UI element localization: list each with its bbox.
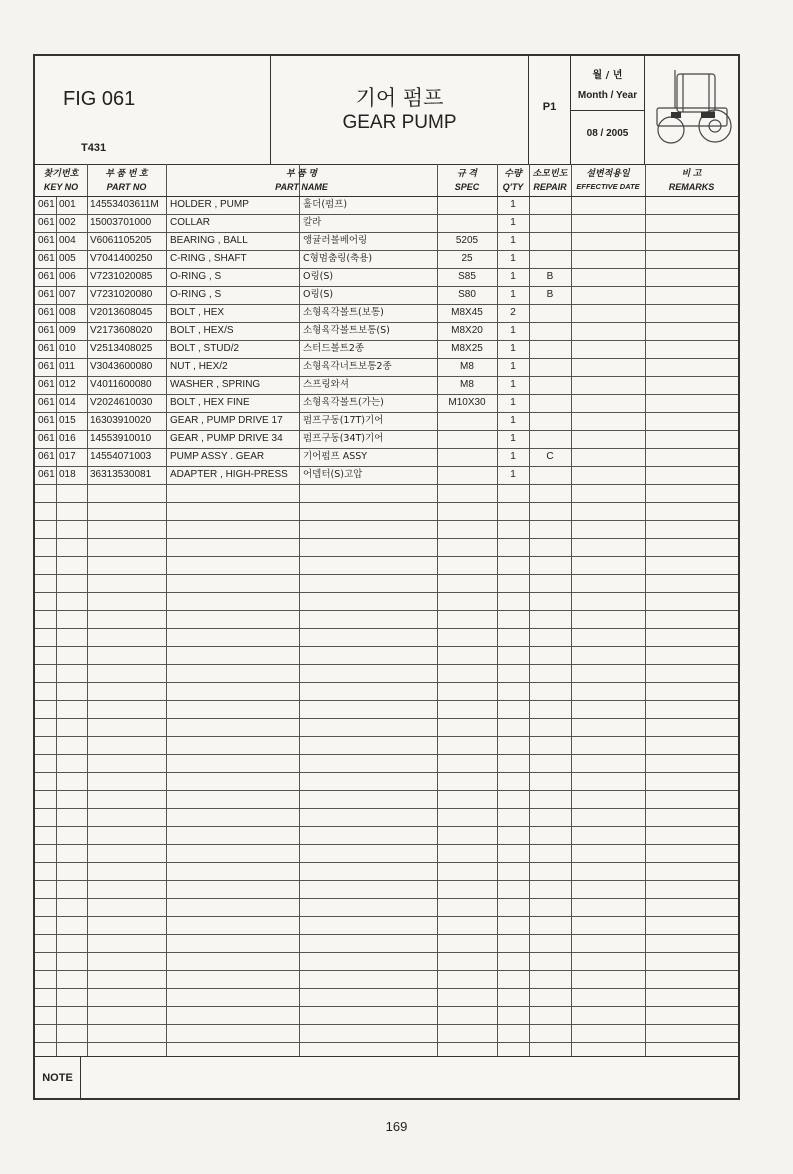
cell-name-ko: O링(S) (303, 271, 334, 282)
cell-spec: 5205 (455, 235, 479, 246)
cell-key: 012 (59, 379, 76, 390)
model-code: T431 (81, 142, 107, 154)
cell-name-en: PUMP ASSY . GEAR (170, 451, 265, 462)
cell-fig: 061 (38, 397, 55, 408)
cell-qty: 1 (510, 325, 516, 336)
page-code-cell (529, 56, 571, 164)
cell-fig: 061 (38, 361, 55, 372)
cell-spec: M8 (460, 379, 474, 390)
cell-name-en: NUT , HEX/2 (170, 361, 228, 372)
cell-name-ko: O링(S) (303, 289, 334, 300)
cell-qty: 1 (510, 217, 516, 228)
cell-qty: 2 (510, 307, 516, 318)
month-year-label-ko: 월 / 년 (592, 70, 623, 81)
cell-name-en: O-RING , S (170, 289, 222, 300)
page-code: P1 (542, 101, 557, 113)
cell-name-ko: 펌프구동(17T)기어 (303, 415, 384, 426)
figure-cell (35, 56, 271, 164)
cell-fig: 061 (38, 199, 55, 210)
cell-name-ko: 앵귤러볼베어링 (303, 235, 368, 246)
column-header-ko: 비 고 (681, 168, 702, 178)
cell-qty: 1 (510, 253, 516, 264)
cell-qty: 1 (510, 379, 516, 390)
cell-qty: 1 (510, 469, 516, 480)
column-header-en: KEY NO (43, 182, 79, 192)
cell-qty: 1 (510, 235, 516, 246)
cell-spec: M8X25 (451, 343, 483, 354)
cell-qty: 1 (510, 343, 516, 354)
cell-part-no: 36313530081 (90, 469, 152, 480)
sheet-header (35, 56, 738, 165)
column-header-ko: 부 품 번 호 (105, 168, 148, 178)
cell-spec: M8 (460, 361, 474, 372)
title-cell (271, 56, 529, 164)
cell-name-ko: 소형육각볼트(보통) (303, 307, 384, 318)
note-row (35, 1056, 738, 1099)
cell-key: 005 (59, 253, 76, 264)
cell-name-ko: 기어펌프 ASSY (303, 451, 368, 462)
cell-name-en: GEAR , PUMP DRIVE 34 (170, 433, 283, 444)
tractor-cell (645, 56, 738, 164)
cell-qty: 1 (510, 271, 516, 282)
cell-qty: 1 (510, 397, 516, 408)
cell-key: 002 (59, 217, 76, 228)
cell-name-ko: 스터드볼트2종 (303, 343, 365, 354)
cell-name-en: COLLAR (170, 217, 211, 228)
cell-name-ko: 소형육각볼트(가는) (303, 397, 384, 408)
title-english: GEAR PUMP (342, 112, 457, 133)
cell-part-no: 14553403611M (90, 199, 159, 210)
cell-name-ko: 칼라 (303, 217, 322, 228)
cell-part-no: 16303910020 (90, 415, 152, 426)
cell-part-no: V2513408025 (90, 343, 153, 354)
cell-key: 007 (59, 289, 76, 300)
cell-fig: 061 (38, 325, 55, 336)
cell-part-no: 15003701000 (90, 217, 152, 228)
cell-part-no: V2013608045 (90, 307, 153, 318)
cell-fig: 061 (38, 415, 55, 426)
column-header-ko: 찾기번호 (43, 168, 79, 178)
cell-name-ko: C형멈춤링(축용) (303, 253, 373, 264)
cell-name-en: C-RING , SHAFT (170, 253, 247, 264)
parts-sheet (33, 54, 740, 1100)
column-header-en: REMARKS (668, 182, 715, 192)
month-year-value: 08 / 2005 (586, 128, 629, 139)
cell-fig: 061 (38, 469, 55, 480)
cell-spec: M8X45 (451, 307, 483, 318)
cell-part-no: V4011600080 (90, 379, 152, 390)
column-header-ko: 규 격 (457, 168, 477, 178)
column-header-ko: 부 품 명 (285, 168, 318, 178)
cell-name-en: BEARING , BALL (170, 235, 248, 246)
page-number: 169 (385, 1119, 408, 1134)
cell-name-ko: 펌프구동(34T)기어 (303, 433, 384, 444)
cell-key: 011 (59, 361, 75, 372)
cell-fig: 061 (38, 379, 55, 390)
tractor-icon (647, 60, 737, 160)
cell-qty: 1 (510, 361, 516, 372)
column-header-en: REPAIR (533, 182, 567, 192)
cell-key: 015 (59, 415, 76, 426)
cell-fig: 061 (38, 235, 55, 246)
cell-qty: 1 (510, 433, 516, 444)
cell-key: 001 (59, 199, 76, 210)
column-header-en: SPEC (454, 182, 480, 192)
cell-part-no: 14554071003 (90, 451, 152, 462)
cell-part-no: 14553910010 (90, 433, 152, 444)
cell-spec: S80 (458, 289, 476, 300)
cell-key: 008 (59, 307, 76, 318)
cell-fig: 061 (38, 289, 55, 300)
cell-name-en: WASHER , SPRING (170, 379, 261, 390)
cell-part-no: V3043600080 (90, 361, 153, 372)
cell-qty: 1 (510, 451, 516, 462)
parts-table (35, 164, 738, 1056)
month-year-label-en: Month / Year (577, 90, 638, 101)
cell-name-en: GEAR , PUMP DRIVE 17 (170, 415, 283, 426)
cell-part-no: V7041400250 (90, 253, 153, 264)
cell-name-en: BOLT , STUD/2 (170, 343, 240, 354)
cell-qty: 1 (510, 199, 516, 210)
cell-name-ko: 홀더(펌프) (303, 199, 348, 210)
cell-key: 009 (59, 325, 76, 336)
cell-name-ko: 어뎁터(S)고압 (303, 469, 363, 480)
cell-name-ko: 스프링와셔 (303, 379, 349, 390)
cell-name-en: BOLT , HEX FINE (170, 397, 250, 408)
column-header-en: Q'TY (502, 182, 524, 192)
cell-part-no: V6061105205 (90, 235, 152, 246)
cell-part-no: V7231020080 (90, 289, 153, 300)
cell-key: 017 (59, 451, 76, 462)
cell-key: 016 (59, 433, 76, 444)
column-header-en: PART NAME (275, 182, 328, 192)
cell-repair: C (546, 451, 554, 462)
column-header-ko: 수량 (504, 168, 522, 178)
cell-name-en: BOLT , HEX (170, 307, 225, 318)
cell-name-en: O-RING , S (170, 271, 222, 282)
cell-repair: B (546, 271, 554, 282)
cell-name-ko: 소형육각너트보통2종 (303, 361, 392, 372)
column-header-en: EFFECTIVE DATE (576, 182, 640, 191)
cell-repair: B (546, 289, 554, 300)
cell-fig: 061 (38, 343, 55, 354)
cell-name-en: BOLT , HEX/S (170, 325, 234, 336)
cell-part-no: V2173608020 (90, 325, 153, 336)
cell-name-ko: 소형육각볼트보통(S) (303, 325, 390, 336)
cell-fig: 061 (38, 307, 55, 318)
cell-fig: 061 (38, 271, 55, 282)
cell-qty: 1 (510, 289, 516, 300)
cell-key: 018 (59, 469, 76, 480)
cell-spec: M10X30 (448, 397, 486, 408)
cell-key: 014 (59, 397, 76, 408)
cell-spec: S85 (458, 271, 476, 282)
cell-spec: 25 (461, 253, 473, 264)
month-year-cell (571, 56, 645, 164)
cell-part-no: V2024610030 (90, 397, 153, 408)
cell-fig: 061 (38, 253, 55, 264)
figure-code: FIG 061 (63, 88, 136, 110)
cell-part-no: V7231020085 (90, 271, 153, 282)
cell-key: 004 (59, 235, 76, 246)
cell-fig: 061 (38, 433, 55, 444)
column-header-en: PART NO (106, 182, 147, 192)
note-label: NOTE (35, 1057, 81, 1099)
cell-key: 006 (59, 271, 76, 282)
cell-qty: 1 (510, 415, 516, 426)
cell-spec: M8X20 (451, 325, 483, 336)
column-header-ko: 소모빈도 (532, 168, 568, 178)
cell-fig: 061 (38, 217, 55, 228)
cell-name-en: ADAPTER , HIGH-PRESS (170, 469, 288, 480)
title-korean: 기어 펌프 (355, 86, 444, 110)
cell-key: 010 (59, 343, 76, 354)
cell-fig: 061 (38, 451, 55, 462)
cell-name-en: HOLDER , PUMP (170, 199, 249, 210)
column-header-ko: 설변적용일 (586, 168, 630, 178)
